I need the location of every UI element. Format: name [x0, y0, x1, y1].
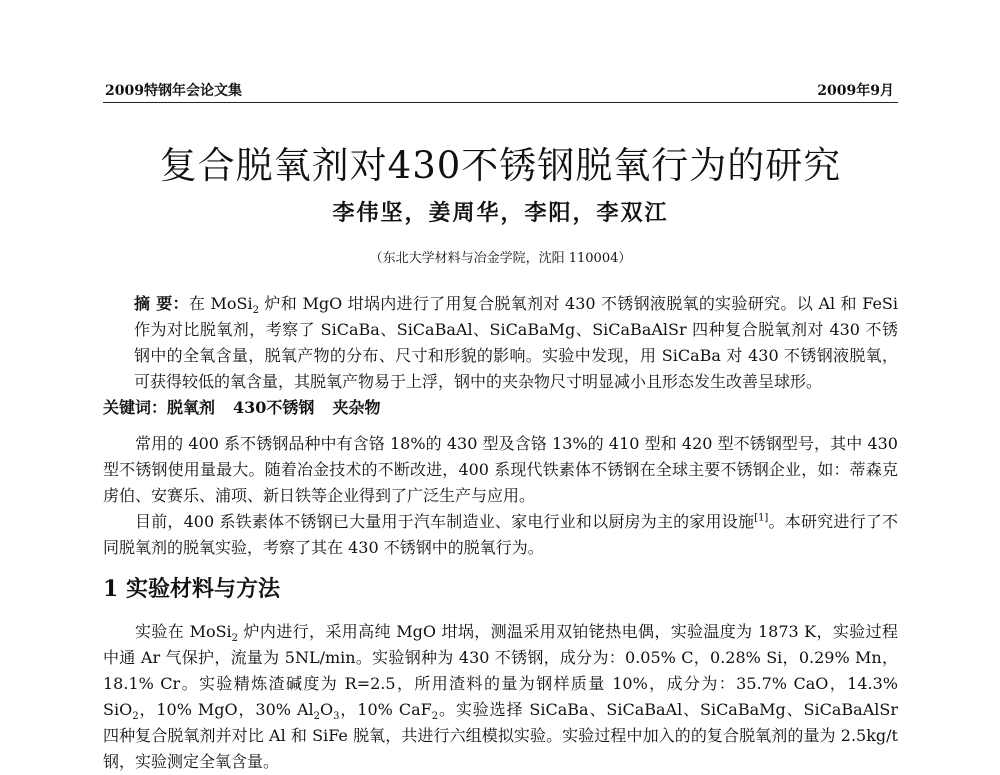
abstract-label: 摘 要： [134, 294, 189, 313]
section-heading: 1 实验材料与方法 [103, 576, 280, 602]
keywords [103, 395, 898, 421]
header-rule [103, 102, 898, 103]
paper-title: 复合脱氧剂对430不锈钢脱氧行为的研究 [159, 144, 842, 187]
keyword: 夹杂物 [332, 398, 381, 417]
keyword: 430不锈钢 [233, 398, 315, 417]
methods [103, 619, 898, 775]
keywords-label: 关键词： [103, 398, 168, 417]
running-header [103, 78, 898, 102]
abstract-text: 摘 要：在 MoSi$_2$ 炉和 MgO 坩埚内进行了用复合脱氧剂对 430 不锈钢液脱氧的实验研究。以 Al 和 FeSi 作为对比脱氧剂，考察了 SiCaBa、SiCaBaAl、SiCaBaMg、SiCaBaAlSr 四种复合脱氧剂对 430 不锈钢中的全氧含量，脱氧产物的分布、尺寸和形貌的影响。实验中发现，用 SiCaBa 对 430 不锈钢液脱氧，可获得较低的氧含量，其脱氧产物易于上浮，钢中的夹杂物尺寸明显减小且形态发生改善呈球形。 [134, 294, 898, 391]
introduction [103, 431, 898, 561]
abstract [103, 291, 898, 421]
keyword: 脱氧剂 [167, 398, 216, 417]
intro-paragraph-1: 常用的 400 系不锈钢品种中有含铬 18%的 430 型及含铬 13%的 410 型和 420 型不锈钢型号，其中 430 型不锈钢使用量最大。随着冶金技术的不断改进，400 系现代铁素体不锈钢在全球主要不锈钢企业，如：蒂森克虏伯、安赛乐、浦项、新日铁等企业得到了广泛生产与应用。 [103, 434, 898, 505]
author-list: 李伟坚，姜周华，李阳，李双江 [332, 200, 669, 226]
intro-paragraph-2: 目前，400 系铁素体不锈钢已大量用于汽车制造业、家电行业和以厨房为主的家用设施[1]。本研究进行了不同脱氧剂的脱氧实验，考察了其在 430 不锈钢中的脱氧行为。 [103, 512, 898, 557]
affiliation: （东北大学材料与冶金学院，沈阳 110004） [369, 251, 632, 266]
methods-paragraph: 实验在 MoSi$_2$ 炉内进行，采用高纯 MgO 坩埚，测温采用双铂铑热电偶，实验温度为 1873 K，实验过程中通 Ar 气保护，流量为 5NL/min。实验钢种为 430 不锈钢，成分为：0.05% C，0.28% Si，0.29% Mn，18.1% Cr。实验精炼渣碱度为 R=2.5，所用渣料的量为钢样质量 10%，成分为：35.7% CaO，14.3% SiO$_2$，10% MgO，30% $Al_2O_3$，10% CaF$_2$。实验选择 SiCaBa、SiCaBaAl、SiCaBaMg、SiCaBaAlSr 四种复合脱氧剂并对比 Al 和 SiFe 脱氧，共进行六组模拟实验。实验过程中加入的的复合脱氧剂的量为 2.5kg/t 钢，实验测定全氧含量。 [103, 622, 898, 771]
citation-ref: [1] [754, 512, 769, 524]
header-proceedings: 2009特钢年会论文集 [105, 83, 242, 99]
header-date: 2009年9月 [817, 83, 894, 99]
